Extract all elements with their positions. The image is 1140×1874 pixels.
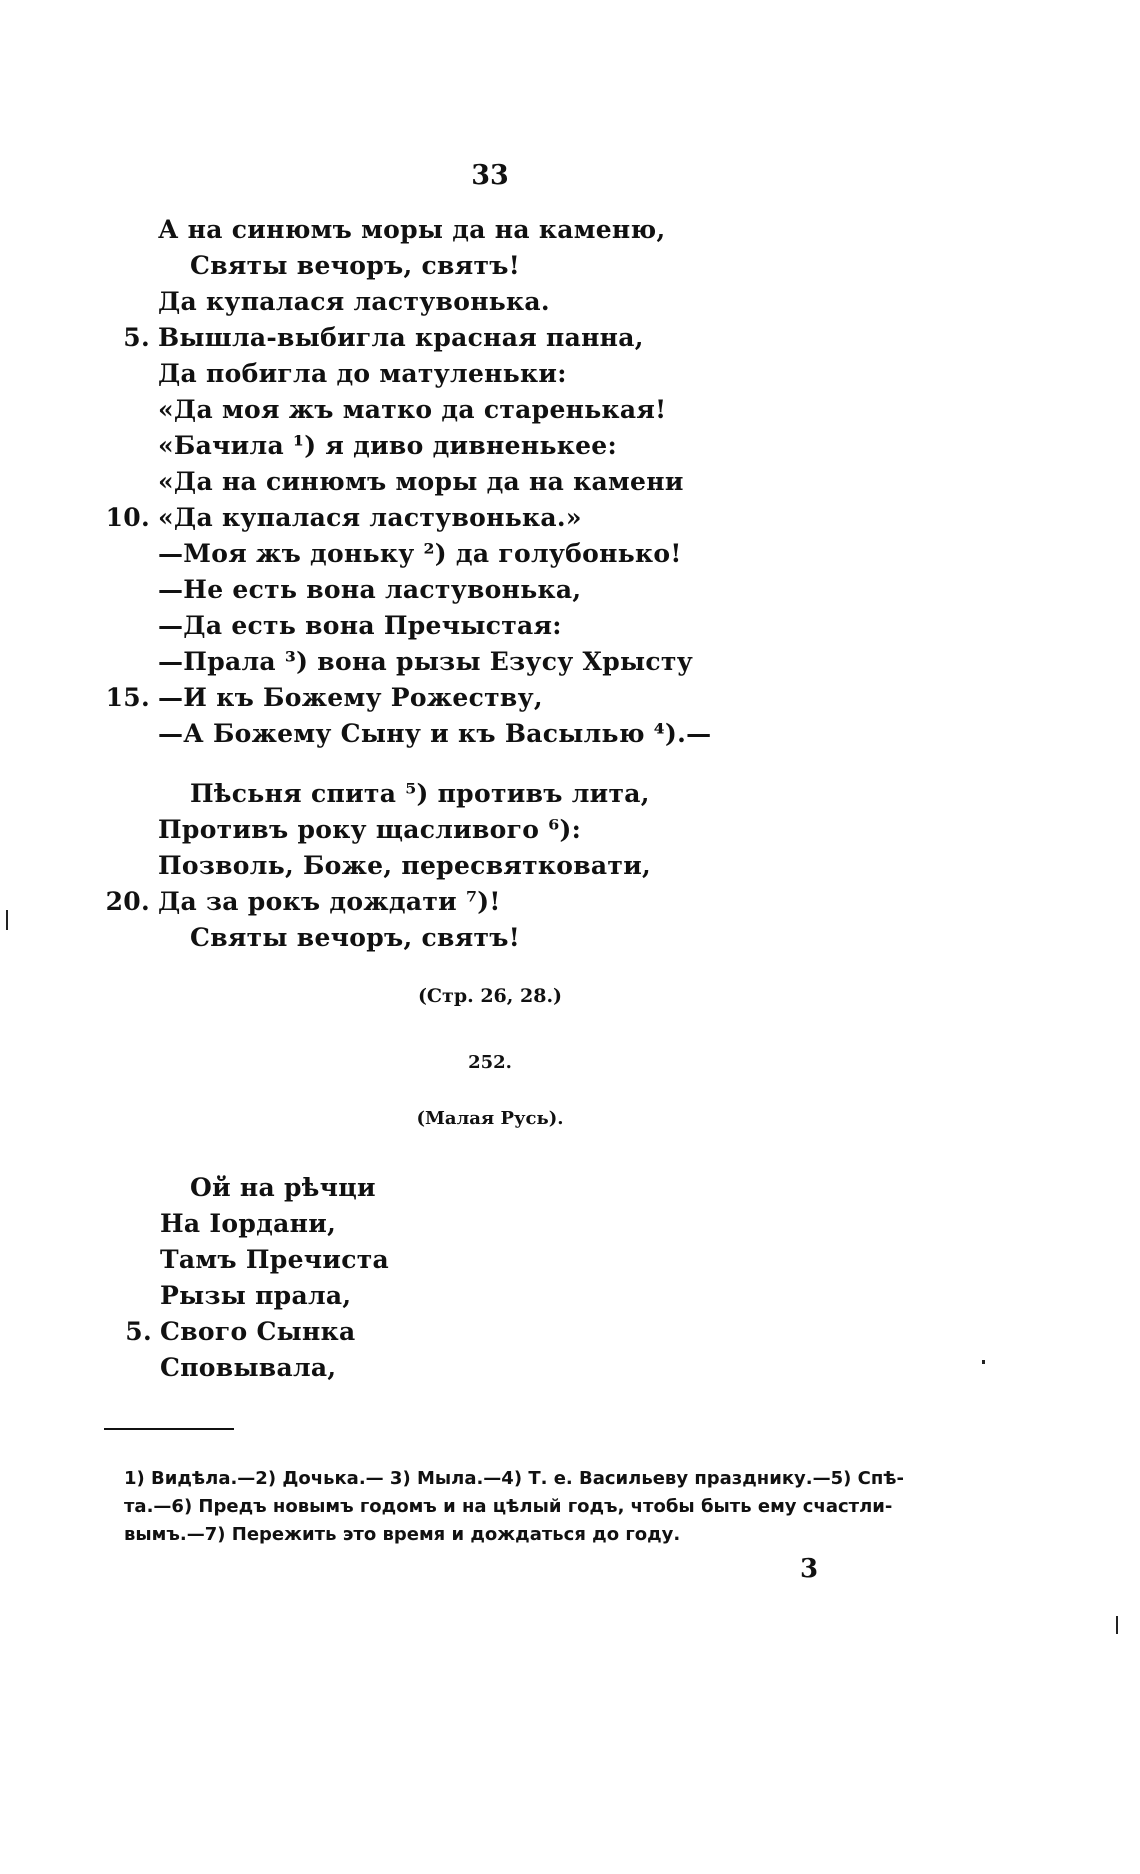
line-text: Ой на рѣчци (190, 1173, 376, 1202)
line-text: Тамъ Пречиста (160, 1245, 390, 1274)
line-text: «Бачила ¹) я диво дивненькее: (158, 431, 618, 460)
line-text: «Да купалася ластувонька.» (158, 503, 582, 532)
footnotes (124, 1465, 905, 1549)
source-reference: (Стр. 26, 28.) (417, 985, 563, 1007)
footnote-line: 1) Видѣла.—2) Дочька.— 3) Мыла.—4) Т. е. Васильеву празднику.—5) Спѣ- (124, 1468, 905, 1489)
line-text: Пѣсьня спита ⁵) противъ лита, (190, 779, 650, 808)
footnote-line: вымъ.—7) Пережить это время и дождаться до году. (124, 1524, 681, 1545)
line-text: Да за рокъ дождати ⁷)! (158, 887, 501, 916)
line-text: —Моя жъ доньку ²) да голубонько! (158, 539, 682, 568)
line-text: —И къ Божему Рожеству, (158, 683, 543, 712)
page-number: 33 (471, 160, 509, 191)
signature-mark: 3 (800, 1554, 819, 1584)
scan-speck (982, 1360, 985, 1364)
line-number: 10. (105, 503, 150, 532)
line-text: Сповывала, (160, 1353, 337, 1382)
line-text: Противъ року щасливого ⁶): (158, 815, 582, 844)
line-text: На Іордани, (160, 1209, 337, 1238)
line-number: 20. (105, 887, 150, 916)
scan-speck (6, 910, 8, 930)
line-text: Позволь, Боже, пересвятковати, (158, 851, 652, 880)
line-number: 5. (123, 323, 150, 352)
line-text: —А Божему Сыну и къ Васылью ⁴).— (158, 719, 712, 748)
line-text: —Не есть вона ластувонька, (158, 575, 582, 604)
line-text: Да побигла до матуленьки: (158, 359, 567, 388)
line-text: А на синюмъ моры да на каменю, (158, 215, 666, 244)
line-number: 15. (105, 683, 150, 712)
line-text: Свого Сынка (160, 1317, 356, 1346)
line-number: 5. (125, 1317, 152, 1346)
line-text: Святы вечоръ, святъ! (190, 923, 521, 952)
line-text: «Да на синюмъ моры да на камени (158, 467, 684, 496)
line-text: Рызы прала, (160, 1281, 352, 1310)
line-text: —Прала ³) вона рызы Езусу Хрысту (158, 647, 694, 676)
line-text: Да купалася ластувонька. (158, 287, 550, 316)
song-number: 252. (468, 1052, 512, 1073)
song-region: (Малая Русь). (416, 1108, 564, 1129)
scan-speck (1116, 1616, 1118, 1634)
footnote-divider (104, 1428, 234, 1430)
line-text: —Да есть вона Пречыстая: (158, 611, 562, 640)
line-text: «Да моя жъ матко да старенькая! (158, 395, 667, 424)
line-text: Святы вечоръ, святъ! (190, 251, 521, 280)
line-text: Вышла-выбигла красная панна, (158, 323, 644, 352)
footnote-line: та.—6) Предъ новымъ годомъ и на цѣлый годъ, чтобы быть ему счастли- (124, 1496, 893, 1517)
